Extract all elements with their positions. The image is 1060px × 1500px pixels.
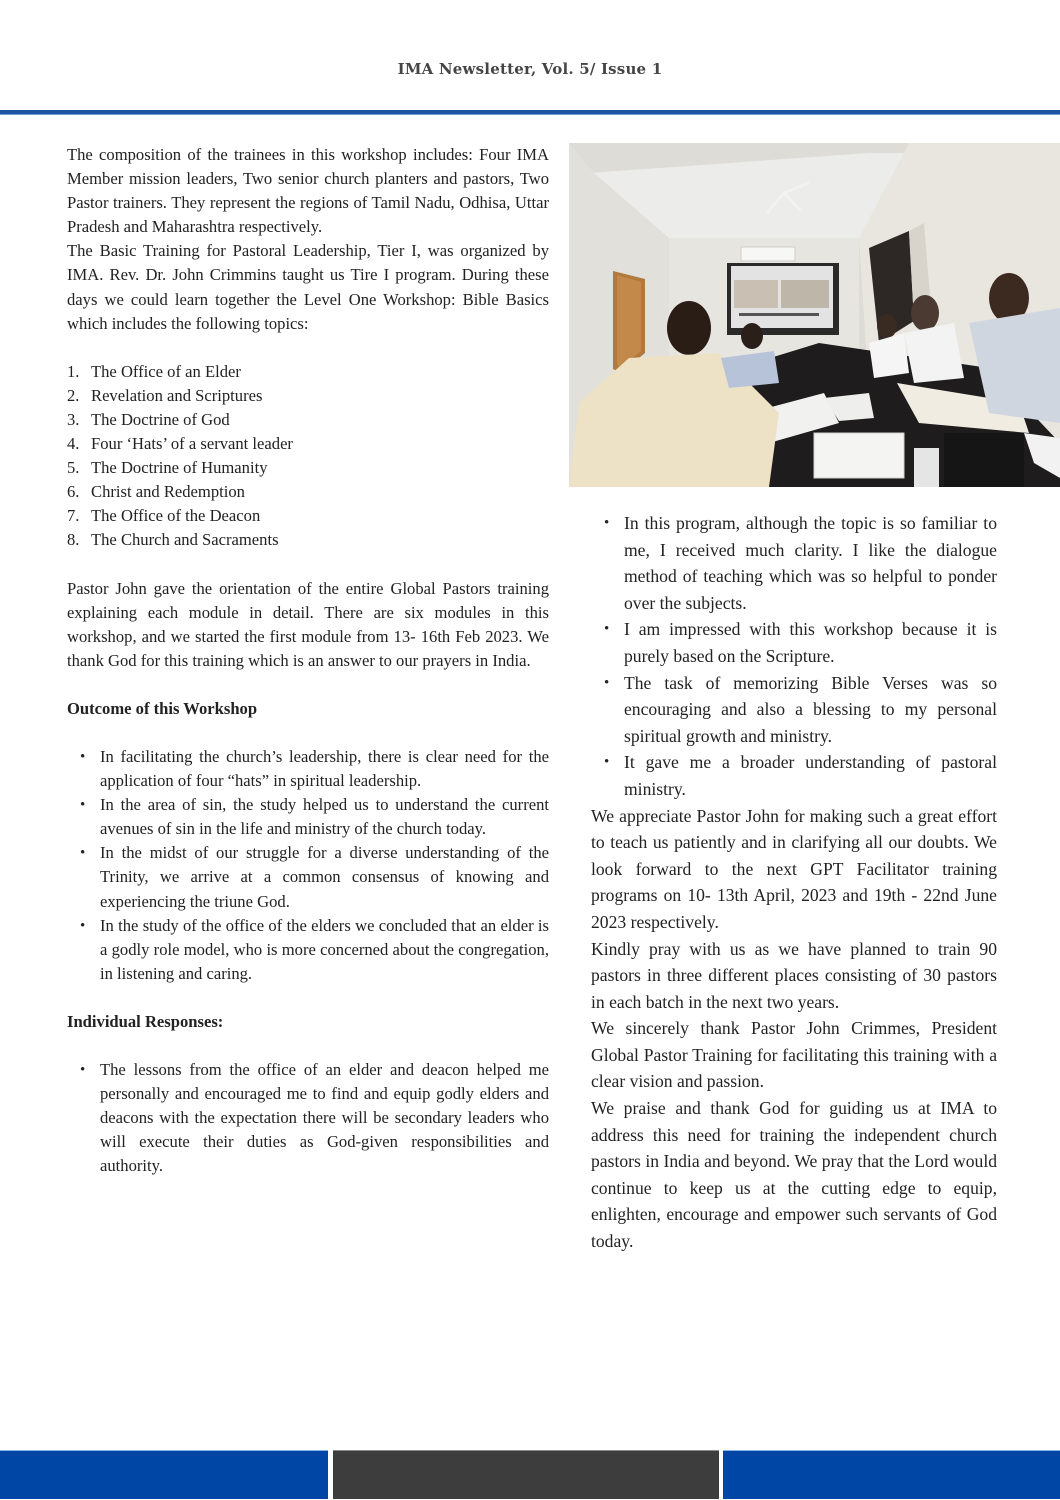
topic-label: Christ and Redemption	[91, 482, 245, 502]
responses-list-left	[67, 1058, 549, 1178]
response-item: • In this program, although the topic is so familiar to me, I received much clarity. I like the dialogue method of teaching which was so helpful to ponder over the subjects.	[624, 510, 997, 616]
outcome-item: • In the area of sin, the study helped us to understand the current avenues of sin in the life and ministry of the church today.	[100, 793, 549, 841]
response-item: • I am impressed with this workshop because it is purely based on the Scripture.	[624, 616, 997, 669]
appreciation-paragraph: We appreciate Pastor John for making such a great effort to teach us patiently and in clarifying all our doubts. We look forward to the next GPT Facilitator training programs on 10- 13th April, 2023 and 19th - 22nd June 2023 respectively.	[591, 805, 997, 932]
topic-number: 8.	[67, 530, 80, 550]
topic-item	[67, 504, 549, 528]
footer-bar-left	[0, 1450, 328, 1499]
topic-item	[67, 432, 549, 456]
topic-item	[67, 528, 549, 552]
topic-item	[67, 360, 549, 384]
topics-list	[67, 360, 549, 553]
header-divider	[0, 110, 1060, 115]
right-column	[591, 510, 997, 1255]
prayer-request-paragraph: Kindly pray with us as we have planned to train 90 pastors in three different places consisting of 30 pastors in each batch in the next two years.	[591, 938, 997, 1012]
footer-bar-right	[723, 1450, 1060, 1499]
topic-number: 7.	[67, 506, 80, 526]
response-item: • It gave me a broader understanding of pastoral ministry.	[624, 749, 997, 802]
topic-number: 1.	[67, 361, 80, 381]
responses-list-right	[591, 510, 997, 803]
outcomes-list	[67, 745, 549, 986]
closing-paragraph: We praise and thank God for guiding us at IMA to address this need for training the independent church pastors in India and beyond. We pray that the Lord would continue to keep us at the cutting edge to equip, enlighten, encourage and empower such servants of God today.	[591, 1098, 997, 1252]
topic-label: Revelation and Scriptures	[91, 385, 263, 405]
response-item: • The lessons from the office of an elder and deacon helped me personally and encouraged me to find and equip godly elders and deacons with the expectation there will be secondary leaders who will execute their duties as God-given responsibilities and authority.	[100, 1058, 549, 1178]
orientation-paragraph: Pastor John gave the orientation of the entire Global Pastors training explaining each module in detail. There are six modules in this workshop, and we started the first module from 13- 16th Feb 2023. We thank God for this training which is an answer to our prayers in India.	[67, 578, 549, 670]
intro-paragraph: The composition of the trainees in this workshop includes: Four IMA Member mission leaders, Two senior church planters and pastors, Two Pastor trainers. They represent the regions of Tamil Nadu, Odhisa, Uttar Pradesh and Maharashtra respectively.	[67, 145, 549, 237]
workshop-photo	[569, 143, 1060, 487]
topic-number: 6.	[67, 482, 80, 502]
responses-heading: Individual Responses:	[67, 1011, 224, 1031]
topic-number: 5.	[67, 458, 80, 478]
topic-item	[67, 480, 549, 504]
topic-label: The Office of an Elder	[91, 361, 241, 381]
response-item: • The task of memorizing Bible Verses was so encouraging and also a blessing to my personal spiritual growth and ministry.	[624, 670, 997, 750]
outcome-item: • In the study of the office of the elders we concluded that an elder is a godly role model, who is more concerned about the congregation, in listening and caring.	[100, 914, 549, 986]
topic-label: The Doctrine of Humanity	[91, 458, 268, 478]
topic-number: 4.	[67, 434, 80, 454]
outcome-item: • In the midst of our struggle for a diverse understanding of the Trinity, we arrive at a common consensus of knowing and experiencing the triune God.	[100, 841, 549, 913]
topic-label: The Doctrine of God	[91, 409, 230, 429]
left-column	[67, 143, 549, 1178]
footer-bar-middle	[333, 1450, 719, 1499]
topic-label: The Office of the Deacon	[91, 506, 261, 526]
outcome-heading: Outcome of this Workshop	[67, 698, 258, 718]
topic-number: 3.	[67, 409, 80, 429]
intro-paragraph: The Basic Training for Pastoral Leadership, Tier I, was organized by IMA. Rev. Dr. John Crimmins taught us Tire I program. During these days we could learn together the Level One Workshop: Bible Basics which includes the following topics:	[67, 241, 549, 333]
topic-number: 2.	[67, 385, 80, 405]
newsletter-header-title: IMA Newsletter, Vol. 5/ Issue 1	[397, 60, 663, 78]
topic-item	[67, 408, 549, 432]
topic-item	[67, 384, 549, 408]
outcome-item: • In facilitating the church’s leadership, there is clear need for the application of four “hats” in spiritual leadership.	[100, 745, 549, 793]
topic-label: Four ‘Hats’ of a servant leader	[91, 434, 293, 454]
topic-item	[67, 456, 549, 480]
thanks-paragraph: We sincerely thank Pastor John Crimmes, President Global Pastor Training for facilitating this training with a clear vision and passion.	[591, 1018, 997, 1092]
topic-label: The Church and Sacraments	[91, 530, 279, 550]
